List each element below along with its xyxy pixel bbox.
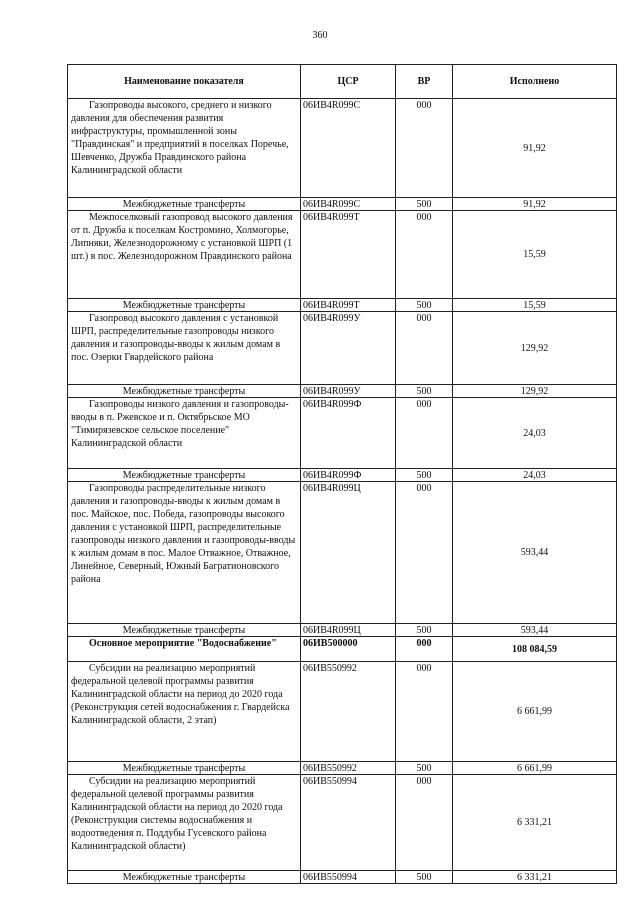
header-executed: Исполнено bbox=[453, 65, 617, 99]
row-amount: 6 331,21 bbox=[453, 871, 617, 884]
table-row bbox=[68, 482, 617, 624]
row-name: Субсидии на реализацию мероприятий федеральной целевой программы развития Калининградской области на период до 2020 года (Реконструкция сетей водоснабжения г. Гвардейска Калининградской области, 2 этап) bbox=[68, 662, 301, 762]
header-name: Наименование показателя bbox=[68, 65, 301, 99]
row-amount: 593,44 bbox=[453, 624, 617, 637]
row-csr: 06ИВ4R099Ц bbox=[301, 624, 396, 637]
row-amount: 91,92 bbox=[453, 99, 617, 198]
row-amount: 593,44 bbox=[453, 482, 617, 624]
table-header bbox=[68, 65, 617, 99]
row-csr: 06ИВ550992 bbox=[301, 662, 396, 762]
row-vr: 000 bbox=[396, 482, 453, 624]
table-row bbox=[68, 775, 617, 871]
row-name: Субсидии на реализацию мероприятий федеральной целевой программы развития Калининградской области на период до 2020 года (Реконструкция системы водоснабжения и водоотведения п. Поддубы Гусевского района Калининградской области) bbox=[68, 775, 301, 871]
row-name: Газопроводы высокого, среднего и низкого давления для обеспечения развития инфраструктуры, промышленной зоны "Правдинская" и предприятий в поселках Поречье, Шевченко, Дружба Правдинского района Калининградской области bbox=[68, 99, 301, 198]
row-csr: 06ИВ4R099У bbox=[301, 385, 396, 398]
row-csr: 06ИВ4R099Т bbox=[301, 299, 396, 312]
table-row bbox=[68, 662, 617, 762]
row-name: Межбюджетные трансферты bbox=[68, 385, 301, 398]
row-amount: 24,03 bbox=[453, 469, 617, 482]
row-amount: 15,59 bbox=[453, 211, 617, 299]
table-row bbox=[68, 762, 617, 775]
row-csr: 06ИВ4R099Ф bbox=[301, 398, 396, 469]
row-csr: 06ИВ4R099Ц bbox=[301, 482, 396, 624]
row-vr: 000 bbox=[396, 99, 453, 198]
row-amount: 6 331,21 bbox=[453, 775, 617, 871]
row-vr: 500 bbox=[396, 385, 453, 398]
row-csr: 06ИВ4R099Ф bbox=[301, 469, 396, 482]
row-name: Газопроводы низкого давления и газопроводы-вводы в п. Ржевское и п. Октябрьское МО "Тимирязевское сельское поселение" Калининградской области bbox=[68, 398, 301, 469]
table-row bbox=[68, 99, 617, 198]
row-amount: 108 084,59 bbox=[453, 637, 617, 662]
row-name: Межбюджетные трансферты bbox=[68, 871, 301, 884]
row-name: Газопроводы распределительные низкого давления и газопроводы-вводы к жилым домам в пос. Майское, пос. Победа, газопроводы высокого давления с установкой ШРП, распределительные газопроводы низкого давления и газопроводы-вводы к жилым домам в пос. Малое Отважное, Отважное, Линейное, Северный, Южный Багратионовского района bbox=[68, 482, 301, 624]
header-vr: ВР bbox=[396, 65, 453, 99]
table-row bbox=[68, 871, 617, 884]
row-csr: 06ИВ4R099У bbox=[301, 312, 396, 385]
table-row bbox=[68, 624, 617, 637]
row-name: Межпоселковый газопровод высокого давления от п. Дружба к поселкам Костромино, Холмогорье, Липняки, Железнодорожному с установкой ШРП (1 шт.) в пос. Железнодорожном Правдинского района bbox=[68, 211, 301, 299]
table-row-main-event bbox=[68, 637, 617, 662]
table-row bbox=[68, 299, 617, 312]
page-number: 360 bbox=[312, 30, 328, 41]
row-vr: 500 bbox=[396, 871, 453, 884]
row-name: Межбюджетные трансферты bbox=[68, 469, 301, 482]
row-vr: 500 bbox=[396, 299, 453, 312]
row-vr: 500 bbox=[396, 624, 453, 637]
row-csr: 06ИВ550994 bbox=[301, 775, 396, 871]
row-csr: 06ИВ550992 bbox=[301, 762, 396, 775]
row-vr: 000 bbox=[396, 662, 453, 762]
row-vr: 500 bbox=[396, 198, 453, 211]
row-amount: 6 661,99 bbox=[453, 662, 617, 762]
row-name: Межбюджетные трансферты bbox=[68, 198, 301, 211]
row-csr: 06ИВ500000 bbox=[301, 637, 396, 662]
row-name: Газопровод высокого давления с установкой ШРП, распределительные газопроводы низкого давления и газопроводы-вводы к жилым домам в пос. Озерки Гвардейского района bbox=[68, 312, 301, 385]
row-vr: 000 bbox=[396, 312, 453, 385]
row-name: Межбюджетные трансферты bbox=[68, 762, 301, 775]
row-name: Основное мероприятие "Водоснабжение" bbox=[68, 637, 301, 662]
row-vr: 000 bbox=[396, 775, 453, 871]
row-vr: 000 bbox=[396, 398, 453, 469]
row-csr: 06ИВ4R099С bbox=[301, 198, 396, 211]
table-row bbox=[68, 312, 617, 385]
table-row bbox=[68, 398, 617, 469]
row-csr: 06ИВ4R099С bbox=[301, 99, 396, 198]
row-vr: 500 bbox=[396, 469, 453, 482]
row-csr: 06ИВ550994 bbox=[301, 871, 396, 884]
row-amount: 15,59 bbox=[453, 299, 617, 312]
row-amount: 129,92 bbox=[453, 385, 617, 398]
row-amount: 6 661,99 bbox=[453, 762, 617, 775]
row-vr: 000 bbox=[396, 211, 453, 299]
header-csr: ЦСР bbox=[301, 65, 396, 99]
budget-table bbox=[67, 64, 617, 884]
row-amount: 91,92 bbox=[453, 198, 617, 211]
row-vr: 500 bbox=[396, 762, 453, 775]
table-row bbox=[68, 469, 617, 482]
table-row bbox=[68, 211, 617, 299]
table-row bbox=[68, 198, 617, 211]
row-amount: 129,92 bbox=[453, 312, 617, 385]
row-vr: 000 bbox=[396, 637, 453, 662]
table-row bbox=[68, 385, 617, 398]
row-amount: 24,03 bbox=[453, 398, 617, 469]
row-name: Межбюджетные трансферты bbox=[68, 299, 301, 312]
row-csr: 06ИВ4R099Т bbox=[301, 211, 396, 299]
row-name: Межбюджетные трансферты bbox=[68, 624, 301, 637]
